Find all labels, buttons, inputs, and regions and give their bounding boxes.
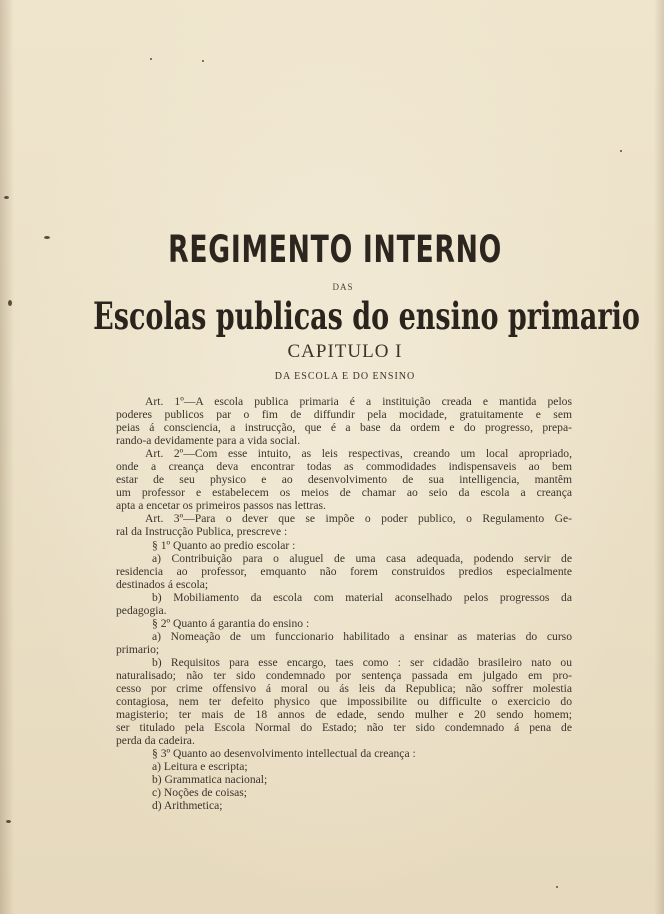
document-body <box>116 395 572 813</box>
text-line: b) Requisitos para esse encargo, taes como : ser cidadão brasileiro nato ou <box>152 655 572 669</box>
paper-speck <box>44 236 50 239</box>
text-line: a) Leitura e escripta; <box>152 760 248 774</box>
paper-speck <box>556 886 558 888</box>
text-line: um professor e estabelecem os meios de chamar ao seio da escola a creança <box>116 486 572 500</box>
text-line: b) Mobiliamento da escola com material aconselhado pelos progressos da <box>152 590 572 604</box>
text-line: contagiosa, nem ter defeito physico que impossibilite ou difficulte o exercicio do <box>116 695 572 709</box>
document-subheading: Escolas publicas do ensino primario <box>93 294 640 338</box>
paper-speck <box>8 300 12 306</box>
text-line: onde a creança deva encontrar todas as commodidades indispensaveis ao bem <box>116 460 572 474</box>
section-title: DA ESCOLA E DO ENSINO <box>274 371 416 382</box>
document-heading: REGIMENTO INTERNO <box>168 228 503 271</box>
text-line: § 2º Quanto á garantia do ensino : <box>152 616 310 630</box>
text-line: § 1º Quanto ao predio escolar : <box>152 538 296 552</box>
text-line: § 3º Quanto ao desenvolvimento intellectual da creança : <box>152 747 416 761</box>
text-line: b) Grammatica nacional; <box>152 773 268 787</box>
text-line: d) Arithmetica; <box>152 799 223 813</box>
text-line: rando-a devidamente para a vida social. <box>116 434 301 448</box>
paper-speck <box>620 150 622 152</box>
text-line: poderes publicos par o fim de diffundir pela mocidade, gratuitamente e sem <box>116 408 572 422</box>
text-line: peias á consciencia, a instrucção, que é a base da ordem e do progresso, prepa- <box>116 421 572 435</box>
page-edge-shadow-right <box>654 0 664 914</box>
text-line: c) Noções de coisas; <box>152 786 247 800</box>
text-line: Art. 2º—Com esse intuito, as leis respectivas, creando um local apropriado, <box>145 447 572 461</box>
page-edge-shadow-left <box>0 0 14 914</box>
heading-connector: DAS <box>332 282 354 292</box>
text-line: estar de seu physico e ao desenvolvimento de sua intelligencia, mantêm <box>116 473 572 487</box>
paper-speck <box>6 820 11 823</box>
text-line: residencia ao professor, emquanto não forem construidos predios especialmente <box>116 564 572 578</box>
text-line: magisterio; ter mais de 18 annos de edade, sendo mulher e 20 sendo homem; <box>116 708 572 722</box>
text-line: naturalisado; não ter sido condemnado por sentença passada em julgado em pro- <box>116 668 572 682</box>
text-line: primario; <box>116 642 160 656</box>
text-line: apta a encetar os primeiros passos nas lettras. <box>116 499 326 513</box>
paper-speck <box>4 196 9 199</box>
text-line: a) Nomeação de um funccionario habilitado a ensinar as materias do curso <box>152 629 572 643</box>
text-line: Art. 1º—A escola publica primaria é a instituição creada e mantida pelos <box>145 395 572 408</box>
text-line: destinados á escola; <box>116 577 209 591</box>
text-line: ser titulado pela Escola Normal do Estado; não ter sido condemnado á pena de <box>116 721 572 735</box>
text-line: pedagogia. <box>116 603 167 617</box>
text-line: a) Contribuição para o aluguel de uma casa adequada, podendo servir de <box>152 551 572 565</box>
chapter-title: CAPITULO I <box>287 341 403 362</box>
text-line: cesso por crime offensivo á moral ou ás leis da Republica; não soffrer molestia <box>116 682 572 696</box>
text-line: Art. 3º—Para o dever que se impõe o poder publico, o Regulamento Ge- <box>145 512 572 526</box>
text-line: ral da Instrucção Publica, prescreve : <box>116 525 288 539</box>
text-line: perda da cadeira. <box>116 734 195 748</box>
paper-speck <box>202 60 204 62</box>
paper-speck <box>150 58 152 60</box>
